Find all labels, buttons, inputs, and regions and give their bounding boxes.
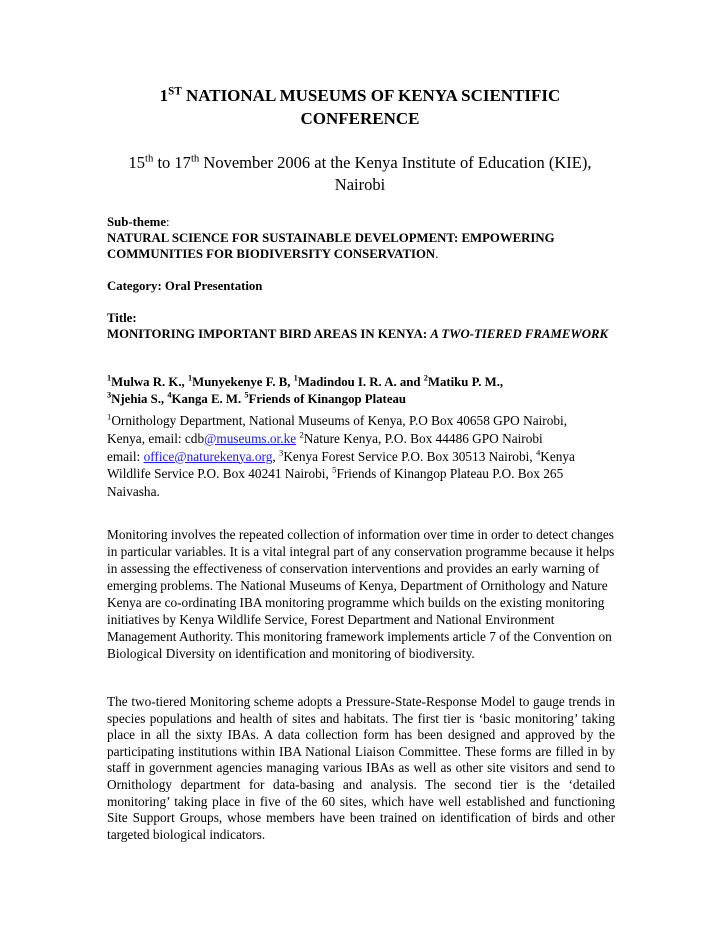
subtheme-section: Sub-theme: NATURAL SCIENCE FOR SUSTAINABLE DEVELOPMENT: EMPOWERING COMMUNITIES FOR BIODIVERSITY CONSERVATION. [107,215,555,261]
conference-title: 1ST NATIONAL MUSEUMS OF KENYA SCIENTIFIC CONFERENCE [159,85,561,128]
authors-list: $^1$Mulwa R. K., $^1$Munyekenye F. B, $^1$Madindou I. R. A. and $^2$Matiku P. M., $^3$Njehia S., $^4$Kanga E. M. $^5$Friends of Kinangop Plateau [107,373,504,406]
body-paragraph-1: Monitoring involves the repeated collection of information over time in order to detect changes in particular variables. It is a vital integral part of any conservation programme because it helps in assessing the effectiveness of conservation interventions and provides an early warning of emerging problems. The National Museums of Kenya, Department of Ornithology and Nature Kenya are co-ordinating IBA monitoring programme which builds on the existing monitoring initiatives by Kenya Wildlife Service, Forest Department and National Environment Management Authority. This monitoring framework implements article 7 of the Convention on Biological Diversity on identification and monitoring of biodiversity. [107,527,615,661]
subtheme-text: NATURAL SCIENCE FOR SUSTAINABLE DEVELOPMENT: EMPOWERING COMMUNITIES FOR BIODIVERSITY CONSERVATION [107,231,555,261]
body-paragraph-2: The two-tiered Monitoring scheme adopts a Pressure-State-Response Model to gauge trends in species populations and health of sites and habitats. The first tier is ‘basic monitoring’ taking place in all the sixty IBAs. A data collection form has been designed and approved by the participating institutions within IBA National Liaison Committee. These forms are filled in by staff in government agencies managing various IBAs as well as other site visitors and send to Ornithology department for data-basing and analysis. The second tier is the ‘detailed monitoring’ taking place in five of the 60 sites, which have well established and functioning Site Support Groups, whose members have been trained on identification of birds and other targeted biological indicators. [107,694,615,842]
category-line: Category: Oral Presentation [107,279,263,293]
title-label: Title: [107,311,137,325]
paper-title-italic: A TWO-TIERED FRAMEWORK [430,327,609,341]
paper-title-section [107,310,615,342]
conference-dates: 15th to 17th November 2006 at the Kenya Institute of Education (KIE), Nairobi [128,152,592,194]
email-link-naturekenya[interactable]: office@naturekenya.org [143,448,273,464]
paper-title-main: MONITORING IMPORTANT BIRD AREAS IN KENYA: [107,327,431,341]
email-link-museums[interactable]: @museums.or.ke [204,430,297,446]
affiliations-paragraph: $^1$Ornithology Department, National Museums of Kenya, P.O Box 40658 GPO Nairobi, Kenya, email: cdb@museums.or.ke $^2$Nature Kenya, P.O. Box 44486 GPO Nairobi email: office@naturekenya.org, $^3$Kenya Forest Service P.O. Box 30513 Nairobi, $^4$Kenya Wildlife Service P.O. Box 40241 Nairobi, $^5$Friends of Kinangop Plateau P.O. Box 265 Naivasha. [107,411,575,500]
subtheme-label: Sub-theme [107,215,167,229]
